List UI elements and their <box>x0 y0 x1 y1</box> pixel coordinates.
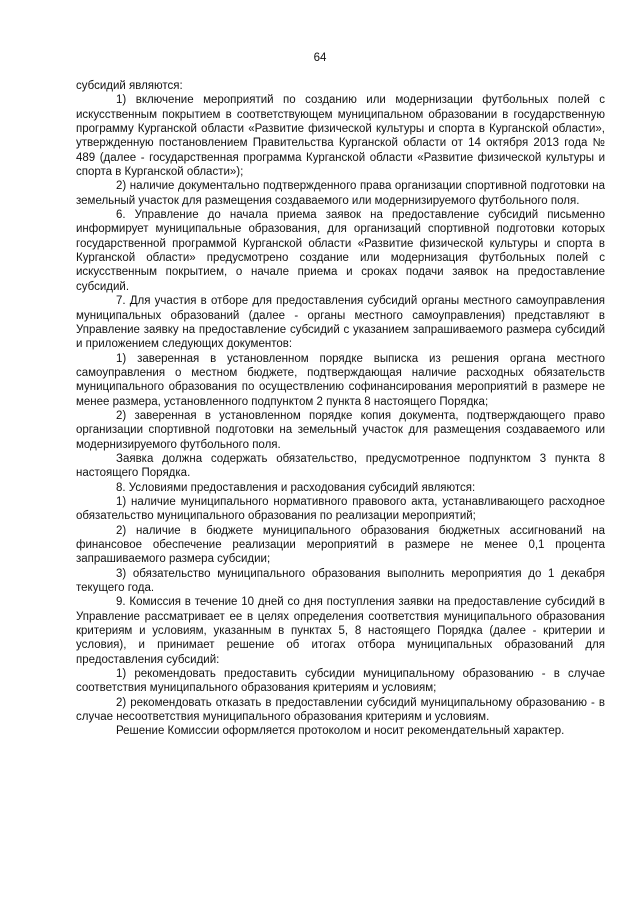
paragraph: 1) включение мероприятий по созданию или модернизации футбольных полей с искусственным покрытием в соответствующем муниципальном образовании в государственную программу Курганской области «Развитие физической культуры и спорта в Курганской области», утвержденную постановлением Правительства Курганской области от 14 октября 2013 года № 489 (далее - государственная программа Курганской области «Развитие физической культуры и спорта в Курганской области»); <box>76 94 605 179</box>
paragraph: субсидий являются: <box>76 80 183 92</box>
document-body <box>76 79 605 739</box>
paragraph: 6. Управление до начала приема заявок на предоставление субсидий письменно информирует муниципальные образования, для организаций спортивной подготовки которых государственной программой Курганской области «Развитие физической культуры и спорта в Курганской области» предусмотрено создание или модернизация футбольных полей с искусственным покрытием, о начале приема и сроках подачи заявок на предоставление субсидий. <box>76 209 605 293</box>
paragraph: 3) обязательство муниципального образования выполнить мероприятия до 1 декабря текущего года. <box>76 567 605 595</box>
paragraph: 1) наличие муниципального нормативного правового акта, устанавливающего расходное обязательство муниципального образования по реализации мероприятий; <box>76 495 605 523</box>
paragraph: Заявка должна содержать обязательство, предусмотренное подпунктом 3 пункта 8 настоящего Порядка. <box>76 452 605 480</box>
page-number: 64 <box>313 52 327 64</box>
paragraph: 1) заверенная в установленном порядке выписка из решения органа местного самоуправления о местном бюджете, подтверждающая наличие расходных обязательств муниципального образования по осуществлению софинансирования мероприятий в размере не менее размера, установленного подпунктом 2 пункта 8 настоящего Порядка; <box>76 352 605 408</box>
paragraph: 7. Для участия в отборе для предоставления субсидий органы местного самоуправления муниципальных образований (далее - органы местного самоуправления) представляют в Управление заявку на предоставление субсидий с указанием запрашиваемого размера субсидий и приложением следующих документов: <box>76 295 605 351</box>
paragraph: 2) заверенная в установленном порядке копия документа, подтверждающего право организации спортивной подготовки на земельный участок для размещения создаваемого или модернизируемого футбольного поля. <box>76 409 605 451</box>
paragraph: 1) рекомендовать предоставить субсидии муниципальному образованию - в случае соответствия муниципального образования критериям и условиям; <box>76 668 605 695</box>
paragraph: 2) наличие документально подтвержденного права организации спортивной подготовки на земельный участок для размещения создаваемого или модернизируемого футбольного поля. <box>76 180 605 207</box>
paragraph: 2) наличие в бюджете муниципального образования бюджетных ассигнований на финансовое обеспечение реализации мероприятий в размере не менее 0,1 процента запрашиваемого размера субсидии; <box>76 524 605 566</box>
paragraph: 8. Условиями предоставления и расходования субсидий являются: <box>116 481 476 494</box>
paragraph: 2) рекомендовать отказать в предоставлении субсидий муниципальному образованию - в случае несоответствия муниципального образования критериям и условиям. <box>76 696 605 724</box>
paragraph: 9. Комиссия в течение 10 дней со дня поступления заявки на предоставление субсидий в Управление рассматривает ее в целях определения соответствия муниципального образования критериям и условиям, указанным в пунктах 5, 8 настоящего Порядка (далее - критерии и условия), и принимает решение об итогах отбора муниципальных образований для предоставления субсидий: <box>76 596 605 666</box>
paragraph: Решение Комиссии оформляется протоколом и носит рекомендательный характер. <box>116 725 565 738</box>
